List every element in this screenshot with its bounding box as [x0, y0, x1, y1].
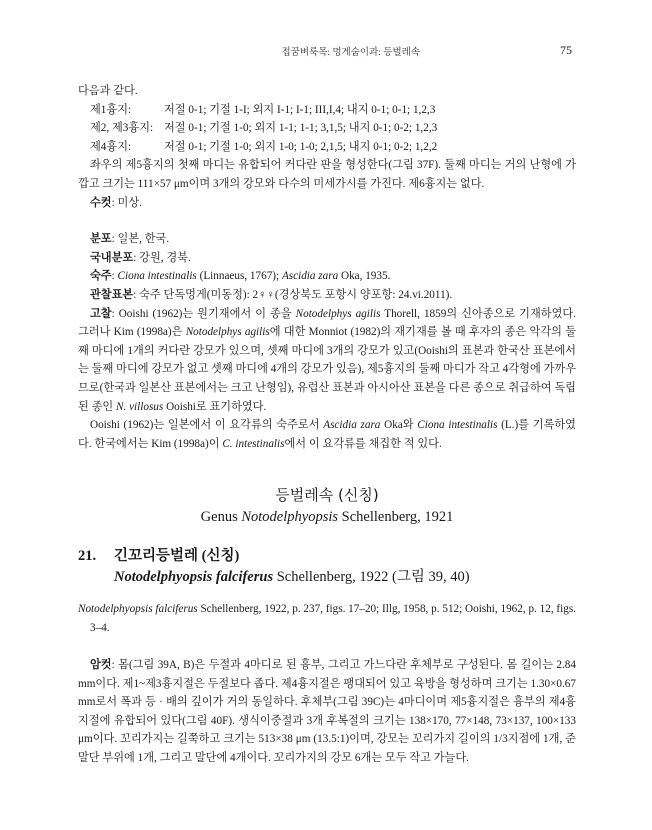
male-paragraph	[78, 194, 576, 213]
remarks2-taxon: Ciona intestinalis	[417, 419, 498, 432]
remarks-label: 고찰	[90, 307, 112, 320]
domestic-label: 국내분포	[90, 251, 134, 264]
host-paragraph	[78, 267, 576, 286]
remarks-paragraph	[78, 305, 576, 417]
domestic-text: : 강원, 경북.	[133, 251, 191, 264]
genus-title	[78, 506, 576, 528]
domestic-paragraph	[78, 249, 576, 268]
page-number: 75	[560, 43, 572, 57]
setae-row-label: 제2, 제3흉지:	[90, 122, 154, 135]
specimen-label: 관찰표본	[90, 288, 134, 301]
genus-name: Notodelphyopsis	[241, 509, 339, 525]
species-title	[78, 567, 576, 588]
legs-paragraph: 좌우의 제5흉지의 첫째 마디는 유합되어 커다란 판을 형성한다(그림 37F). 둘째 마디는 거의 난형에 가깝고 크기는 111×57 μm이며 3개의 강모와 다수의 미세가시를 가진다. 제6흉지는 없다.	[78, 159, 576, 190]
distribution-text: : 일본, 한국.	[111, 233, 170, 246]
remarks-text: Ooishi로 표기하였다.	[163, 400, 267, 413]
remarks-text: 에 대한 Monniot (1982)의 재기재를 볼 때 후자의 종은 악각의 둘째 마디에 1개의 커다란 강모가 있으며, 셋째 마디에 3개의 강모가 있고(Ooishi의 표본과 한국산 표본에서는 둘째 마디에 강모가 없고 셋째 마디에 4개의 강모가 있음), 제5흉지의 둘째 마디가 작고 4각형에 가까우므로(한국과 일본산 표본에서는 크고 난형임), 유럽산 표본과 아시아산 표본을 다른 종으로 취급하여 독립된 종인	[78, 326, 576, 413]
host-species-2-author: Oka, 1935.	[338, 270, 391, 283]
setae-row-value: 저절 0-1; 기절 1-0; 외지 1-0; 1-0; 2,1,5; 내지 0-1; 0-2; 1,2,2	[164, 140, 438, 153]
setae-row-label: 제4흉지:	[90, 140, 132, 153]
host-species-1: Ciona intestinalis	[117, 270, 197, 283]
genus-author: Schellenberg, 1921	[338, 509, 454, 525]
setae-row-label: 제1흉지:	[90, 103, 132, 116]
setae-row-3	[78, 138, 576, 157]
remarks2-taxon: Ascidia zara	[323, 419, 381, 432]
remarks2-text: 에서 이 요각류를 채집한 적 있다.	[284, 437, 442, 450]
running-header	[0, 44, 652, 58]
species-author: Schellenberg, 1922 (그림 39, 40)	[273, 569, 470, 585]
species-heading	[78, 546, 576, 588]
host-label: 숙주	[90, 270, 112, 283]
synonymy-paragraph	[78, 600, 576, 637]
remarks-taxon: Notodelphys agilis	[295, 307, 381, 320]
synonymy-name: Notodelphyopsis falciferus	[78, 603, 198, 615]
remarks-taxon: N. villosus	[116, 400, 164, 413]
genus-title-korean: 등벌레속 (신칭)	[275, 486, 379, 504]
remarks-text: Thorell, 1859의 신아종으로 기재하였다. 그러나 Kim (1998a)은	[78, 307, 576, 339]
species-title-korean	[78, 546, 576, 567]
species-name-korean: 긴꼬리등벌레 (신칭)	[114, 548, 240, 564]
remarks2-paragraph	[78, 416, 576, 453]
remarks-text: : Ooishi (1962)는 원기재에서 이 종을	[111, 307, 296, 320]
host-species-1-author: (Linnaeus, 1767);	[196, 270, 282, 283]
setae-row-2	[78, 119, 576, 138]
setae-row-value: 저절 0-1; 기절 1-I; 외지 I-1; I-1; III,I,4; 내지 0-1; 0-1; 1,2,3	[164, 103, 436, 116]
distribution-paragraph	[78, 230, 576, 249]
remarks2-text: Ooishi (1962)는 일본에서 이 요각류의 숙주로서	[90, 419, 324, 432]
synonymy-text: Schellenberg, 1922, p. 237, figs. 17–20; Illg, 1958, p. 512; Ooishi, 1962, p. 12, figs. 3–4.	[90, 603, 577, 634]
female-block	[78, 656, 576, 768]
male-label: 수컷	[90, 196, 112, 209]
female-label: 암컷	[90, 659, 112, 671]
distribution-label: 분포	[90, 233, 112, 246]
remarks2-taxon: C. intestinalis	[222, 437, 285, 450]
female-paragraph	[78, 656, 576, 768]
description-block	[78, 82, 576, 453]
intro-text: 다음과 같다.	[78, 85, 138, 97]
host-species-2: Ascidia zara	[281, 270, 339, 283]
species-number: 21.	[78, 548, 97, 564]
header-title: 접꿈벼룩목: 멍게숨이과: 등벌레속	[281, 48, 420, 58]
remarks-taxon: Notodelphys agilis	[185, 326, 270, 339]
setae-row-1	[78, 101, 576, 120]
remarks2-text: Oka와	[380, 419, 418, 432]
female-text: : 몸(그림 39A, B)은 두절과 4마디로 된 흉부, 그리고 가느다란 후체부로 구성된다. 몸 길이는 2.84 mm이다. 제1~제3흉지절은 두절보다 좁다. 제4흉지절은 팽대되어 있고 육방을 형성하며 크기는 1.30×0.67 mm로서 폭과 등 · 배의 깊이가 거의 동일하다. 후체부(그림 39C)는 4마디이며 제5흉지절은 흉부의 제4흉지절에 유합되어 있다(그림 40F). 생식이중절과 3개 후복절의 크기는 138×170, 77×148, 73×137, 100×133 μm이다. 꼬리가지는 길쭉하고 크기는 513×38 μm (13.5:1)이며, 강모는 꼬리가지 길이의 1/3지점에 1개, 준말단 부위에 1개, 그리고 말단에 4개이다. 꼬리가지의 강모 6개는 모두 작고 가늘다.	[78, 659, 576, 764]
remarks2-text: (L.)를 기록하였다. 한국에서는 Kim (1998a)이	[78, 419, 576, 450]
setae-row-value: 저절 0-1; 기절 1-0; 외지 1-1; 1-1; 3,1,5; 내지 0-1; 0-2; 1,2,3	[164, 122, 438, 135]
genus-heading	[78, 484, 576, 528]
male-text: : 미상.	[111, 196, 142, 209]
species-name: Notodelphyopsis falciferus	[114, 569, 274, 585]
synonymy-block	[78, 600, 576, 637]
specimen-paragraph	[78, 286, 576, 305]
host-prefix: :	[111, 270, 118, 283]
specimen-text: : 숙주 단독멍게(미동정): 2♀♀(경상북도 포항시 양포항: 24.vi.2011).	[133, 288, 453, 301]
genus-prefix: Genus	[200, 509, 242, 525]
